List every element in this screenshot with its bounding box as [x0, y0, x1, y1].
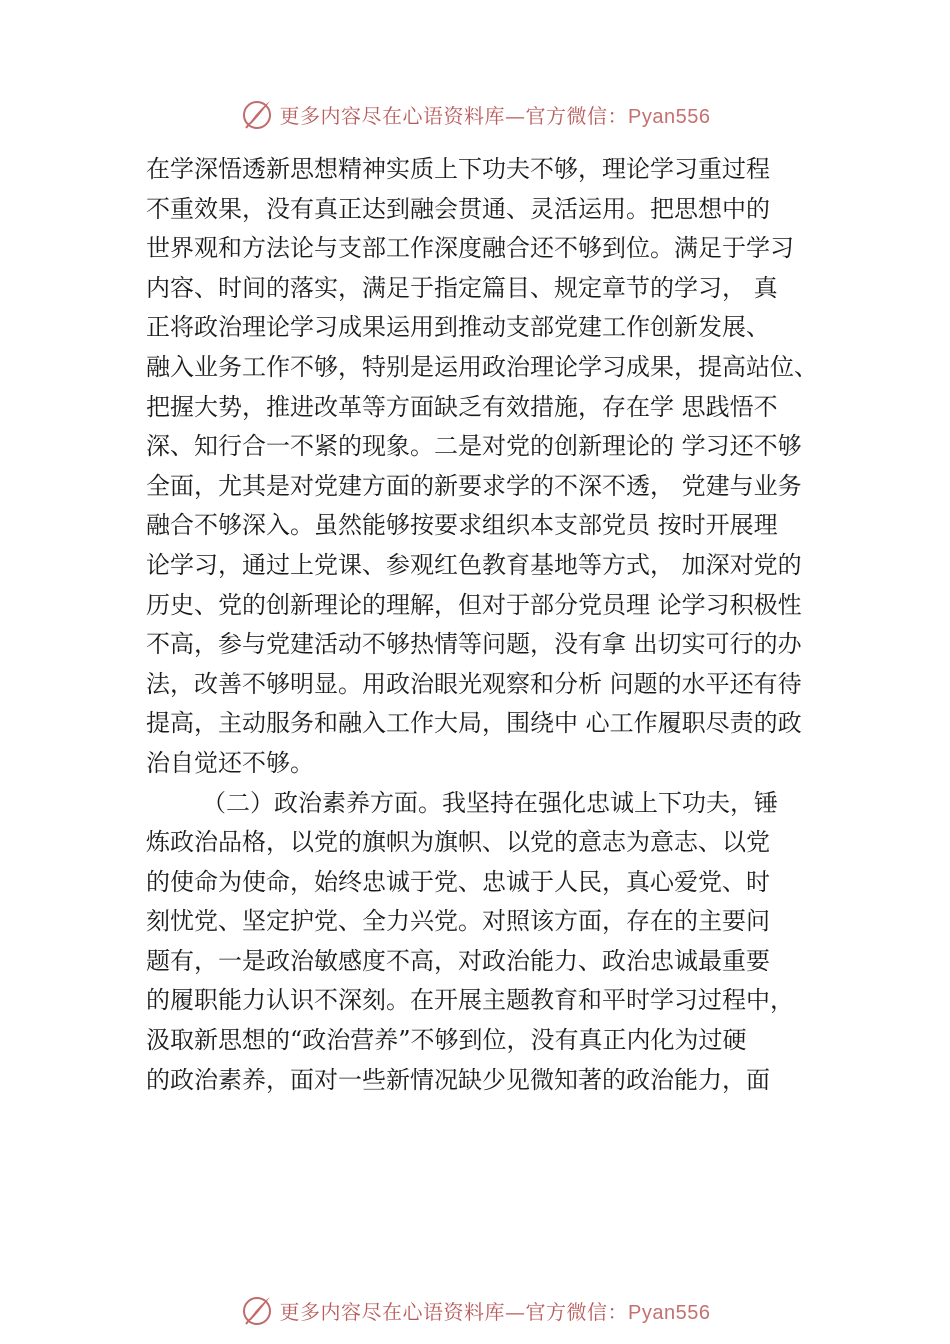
watermark-text — [280, 1296, 711, 1325]
body-line: 深、知行合一不紧的现象。二是对党的创新理论的 学习还不够 — [146, 432, 802, 461]
body-line: 刻忧党、坚定护党、全力兴党。对照该方面，存在的主要问 — [146, 907, 770, 936]
document-body — [146, 150, 846, 1100]
body-line: 题有，一是政治敏感度不高，对政治能力、政治忠诚最重要 — [146, 946, 770, 975]
body-line: 治自觉还不够。 — [146, 748, 314, 777]
body-line: 正将政治理论学习成果运用到推动支部党建工作创新发展、 — [146, 313, 770, 342]
body-line: 提高，主动服务和融入工作大局，围绕中 心工作履职尽责的政 — [146, 709, 802, 738]
body-line: 法，改善不够明显。用政治眼光观察和分析 问题的水平还有待 — [146, 669, 802, 698]
body-line: 的使命为使命，始终忠诚于党、忠诚于人民，真心爱党、时 — [146, 867, 770, 896]
watermark-wechat-id: Pyan556 — [628, 1301, 711, 1324]
quill-pen-circle-icon — [240, 97, 274, 131]
body-line: 不重效果，没有真正达到融会贯通、灵活运用。把思想中的 — [146, 194, 770, 223]
watermark-wechat-id: Pyan556 — [628, 105, 711, 128]
body-line: 的政治素养，面对一些新情况缺少见微知著的政治能力，面 — [146, 1065, 770, 1094]
body-line: 的履职能力认识不深刻。在开展主题教育和平时学习过程中， — [146, 986, 794, 1015]
section-heading-line: （二）政治素养方面。我坚持在强化忠诚上下功夫，锤 — [202, 788, 778, 817]
body-line: 内容、时间的落实，满足于指定篇目、规定章节的学习， 真 — [146, 273, 778, 302]
body-line: 融合不够深入。虽然能够按要求组织本支部党员 按时开展理 — [146, 511, 778, 540]
body-line: 全面，尤其是对党建方面的新要求学的不深不透， 党建与业务 — [146, 471, 802, 500]
body-line: 汲取新思想的“政治营养”不够到位，没有真正内化为过硬 — [146, 1026, 747, 1055]
body-line: 融入业务工作不够，特别是运用政治理论学习成果，提高站位、 — [146, 352, 818, 381]
footer-watermark — [0, 1290, 950, 1330]
body-line: 不高，参与党建活动不够热情等问题，没有拿 出切实可行的办 — [146, 630, 802, 659]
watermark-text — [280, 100, 711, 129]
body-line: 论学习，通过上党课、参观红色教育基地等方式， 加深对党的 — [146, 550, 802, 579]
body-line: 世界观和方法论与支部工作深度融合还不够到位。满足于学习 — [146, 234, 794, 263]
body-line: 历史、党的创新理论的理解，但对于部分党员理 论学习积极性 — [146, 590, 802, 619]
body-line: 把握大势，推进改革等方面缺乏有效措施，存在学 思践悟不 — [146, 392, 778, 421]
watermark-text-cn: 更多内容尽在心语资料库—官方微信： — [279, 1299, 629, 1324]
body-line: 在学深悟透新思想精神实质上下功夫不够，理论学习重过程 — [146, 155, 770, 183]
quill-pen-circle-icon — [240, 1293, 274, 1327]
watermark-text-cn: 更多内容尽在心语资料库—官方微信： — [279, 103, 629, 128]
body-line: 炼政治品格，以党的旗帜为旗帜、以党的意志为意志、以党 — [146, 828, 770, 857]
header-watermark — [0, 94, 950, 134]
